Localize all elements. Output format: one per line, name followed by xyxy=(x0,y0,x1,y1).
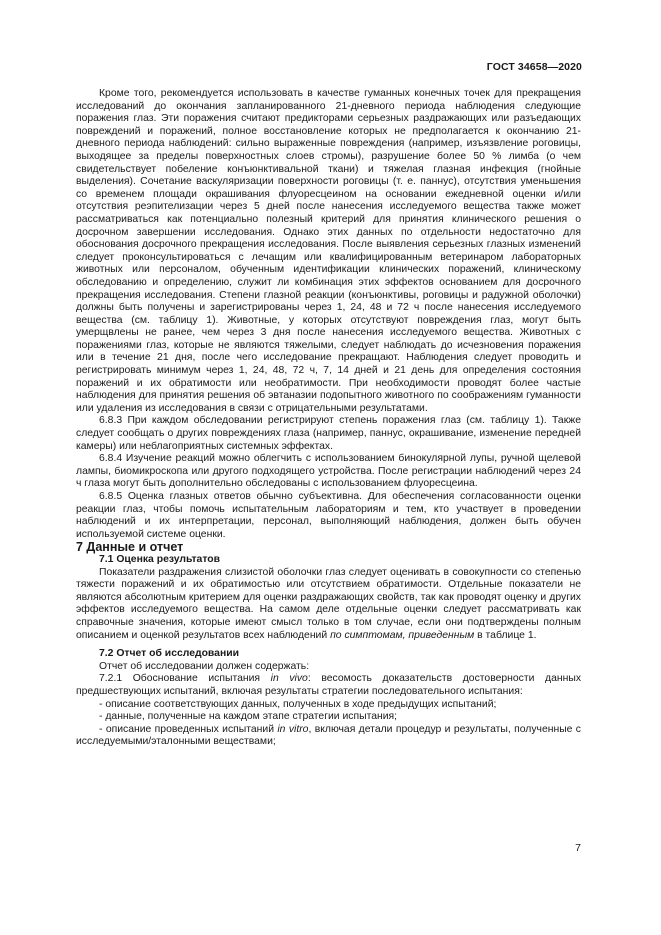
italic-text-run: по симптомам, приведенным xyxy=(330,629,475,641)
text-run: - описание проведенных испытаний xyxy=(99,723,278,735)
paragraph-7-1 xyxy=(76,567,581,643)
italic-text-run: in vivo xyxy=(270,673,308,685)
list-item: - данные, полученные на каждом этапе стратегии испытания; xyxy=(99,711,398,723)
list-item: - описание соответствующих данных, полученных в ходе предыдущих испытаний; xyxy=(99,698,497,710)
paragraph-7-2-intro: Отчет об исследовании должен содержать: xyxy=(99,660,310,672)
text-run: , включая детали процедур и результаты, полученные с исследуемыми/эталонными веществами; xyxy=(76,723,581,748)
section-7-2-heading: 7.2 Отчет об исследовании xyxy=(99,648,240,660)
section-7-heading: 7 Данные и отчет xyxy=(76,540,184,555)
section-7-1-heading: 7.1 Оценка результатов xyxy=(99,553,221,565)
paragraph-6-8-4: 6.8.4 Изучение реакций можно облегчить с использованием бинокулярной лупы, ручной щелевой лампы, биомикроскопа или другого подходящего устройства. После регистрации наблюдений через 24 ч глаза могут быть дополнительно обследованы с использованием флуоресцеина. xyxy=(76,453,581,490)
paragraph-7-2-1 xyxy=(76,673,581,698)
text-run: Показатели раздражения слизистой оболочки глаз следует оценивать в совокупности со степенью тяжести поражений и их обратимостью или отсутствием обратимости. Отдельные показатели не являются абсолютным критерием для оценки раздражающих свойств, так как проводят оценку и других эффектов исследуемого вещества. На самом деле отдельные оценки следует рассматривать как справочные значения, которые имеют смысл только в том случае, если они подтверждены полным описанием и оценкой результатов всех наблюдений xyxy=(76,566,581,641)
italic-text-run: in vitro xyxy=(277,723,309,735)
paragraph-humane-endpoints: Кроме того, рекомендуется использовать в качестве гуманных конечных точек для прекращения исследований до окончания запланированного 21-дневного периода наблюдения следующие поражения глаз. Эти поражения считают предикторами серьезных раздражающих или разъедающих повреждений и поражений, полное восстановление которых не предполагается к окончанию 21-дневного периода наблюдений: сильно выраженные повреждения (например, изъязвление роговицы, выходящее за пределы поверхностных слоев стромы), разрушение более 50 % лимба (о чем свидетельствует побеление конъюнктивальной ткани) и тяжелая глазная инфекция (гнойные выделения). Сочетание васкуляризации поверхности роговицы (т. е. паннус), отсутствия уменьшения со временем площади окрашивания флуоресцеином на основании ежедневной оценки и/или отсутствия реэпителизации через 5 дней после нанесения исследуемого вещества также может рассматриваться как потенциально полезный критерий для принятия клинического решения о досрочном завершении исследования. Однако этих данных по отдельности недостаточно для обоснования досрочного прекращения исследования. После выявления серьезных глазных изменений следует проконсультироваться с лечащим или квалифицированным ветеринаром лабораторных животных или персоналом, обученным идентификации клинических поражений, клиническому обследованию и определению, служит ли комбинация этих эффектов основанием для досрочного прекращения исследования. Степени глазной реакции (конъюнктивы, роговицы и радужной оболочки) должны быть получены и зарегистрированы через 1, 24, 48 и 72 ч после нанесения исследуемого вещества (см. таблицу 1). Животные, у которых отсутствуют повреждения глаз, могут быть умерщвлены не ранее, чем через 3 дня после нанесения исследуемого вещества. Животных с поражениями глаз, которые не являются тяжелыми, следует наблюдать до исчезновения поражения или в течение 21 дня, после чего исследование прекращают. Наблюдения следует проводить и регистрировать минимум через 1, 24, 48, 72 ч, 7, 14 дней и 21 день для определения состояния поражений и их обратимости или необратимости. При необходимости проводят более частые наблюдения для принятия решения об эвтаназии подопытного животного по соображениям гуманности или удаления из исследования в связи с отрицательными результатами. xyxy=(76,88,581,414)
list-item xyxy=(76,724,581,749)
text-run: : весомость доказательств достоверности данных предшествующих испытаний, включая результаты стратегии последовательного испытания: xyxy=(76,673,582,697)
paragraph-6-8-5: 6.8.5 Оценка глазных ответов обычно субъективна. Для обеспечения согласованности оценки реакции глаз, чтобы помочь испытательным лабораториям и тем, кто участвует в проведении наблюдений и их интерпретации, персонал, выполняющий наблюдения, должен быть обучен используемой системе оценки. xyxy=(76,491,581,540)
document-body xyxy=(76,88,581,749)
text-run: 7.2.1 Обоснование испытания xyxy=(99,673,271,685)
text-run: в таблице 1. xyxy=(474,629,537,641)
page-number: 7 xyxy=(575,842,581,854)
document-code: ГОСТ 34658—2020 xyxy=(486,61,582,73)
paragraph-6-8-3: 6.8.3 При каждом обследовании регистрируют степень поражения глаз (см. таблицу 1). Также следует сообщать о других повреждениях глаза (например, паннус, окрашивание, изменение передней камеры) или неблагоприятных системных эффектах. xyxy=(76,415,581,452)
